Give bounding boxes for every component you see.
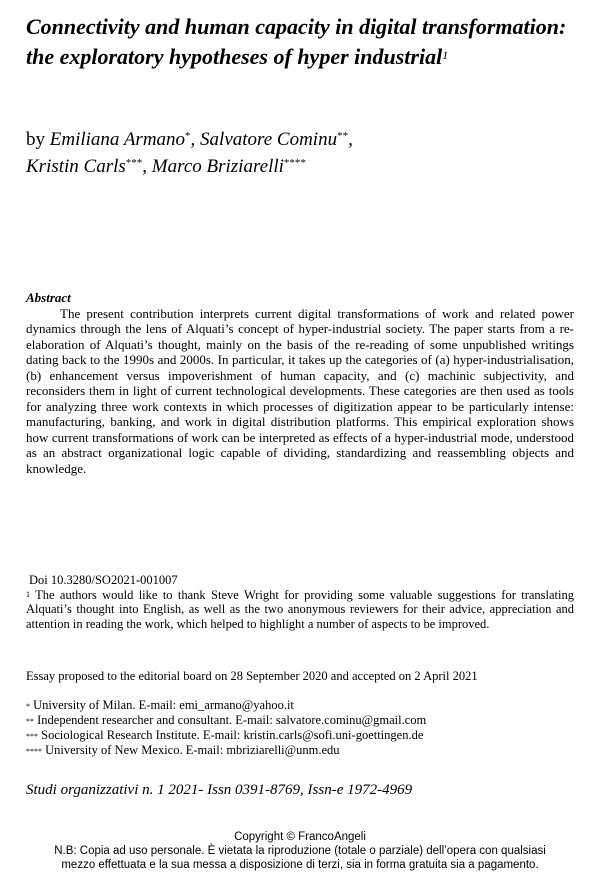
affiliation-mark: ** bbox=[26, 717, 34, 726]
copyright-footer bbox=[0, 830, 600, 872]
title-footnote-mark: 1 bbox=[442, 48, 449, 62]
abstract-body: The present contribution interprets current digital transformations of work and related power dynamics through the lens of Alquati’s concept of hyper-industrial society. The paper starts from a re-elaboration of Alquati’s thought, mainly on the basis of the re-reading of some unpublished writings dating back to the 1990s and 2000s. In particular, it takes up the categories of (a) hyper-industrialisation, (b) enhancement versus impoverishment of human capacity, and (c) machinic subjectivity, and reconsiders them in light of current technological developments. These categories are then used as tools for analyzing three work contexts in which processes of digitization appear to be particularly intense: manufacturing, banking, and work in digital distribution platforms. This empirical exploration shows how current transformations of work can be interpreted as effects of a hyper-industrial mode, understood as an abstract organizational logic capable of dividing, standardizing and reassembling objects and knowledge. bbox=[26, 305, 574, 476]
abstract-heading: Abstract bbox=[26, 290, 71, 305]
affiliation-text: University of New Mexico. E-mail: mbriziarelli@unm.edu bbox=[42, 743, 340, 757]
affiliation-mark: *** bbox=[26, 732, 38, 741]
author-separator: , bbox=[190, 129, 201, 150]
affiliations-list bbox=[26, 698, 574, 758]
affiliation-text: Independent researcher and consultant. E-mail: salvatore.cominu@gmail.com bbox=[34, 713, 427, 727]
author-mark: *** bbox=[125, 157, 143, 169]
author-name: Salvatore Cominu bbox=[200, 129, 338, 150]
footnote-mark: 1 bbox=[26, 589, 30, 599]
footnotes-block bbox=[26, 573, 574, 631]
author-separator: , bbox=[348, 129, 353, 150]
byline-prefix: by bbox=[26, 129, 45, 150]
affiliation-item bbox=[26, 743, 574, 758]
author-mark: ** bbox=[337, 130, 349, 142]
author-byline bbox=[26, 126, 574, 180]
affiliation-item bbox=[26, 713, 574, 728]
author-name: Kristin Carls bbox=[26, 156, 126, 177]
paper-title-text: Connectivity and human capacity in digital transformation: the exploratory hypotheses of hyper industrial bbox=[26, 14, 567, 69]
affiliation-text: University of Milan. E-mail: emi_armano@yahoo.it bbox=[30, 698, 294, 712]
paper-title bbox=[26, 12, 574, 72]
affiliation-mark: **** bbox=[26, 747, 42, 756]
author-name: Emiliana Armano bbox=[49, 129, 186, 150]
affiliation-item bbox=[26, 698, 574, 713]
journal-citation: Studi organizzativi n. 1 2021- Issn 0391-8769, Issn-e 1972-4969 bbox=[26, 782, 413, 798]
footnote-text: The authors would like to thank Steve Wright for providing some valuable suggestions for translating Alquati’s thought into English, as well as the two anonymous reviewers for their advice, appreciation and attention in reading the work, which helped to highlight a number of aspects to be improved. bbox=[26, 587, 574, 631]
notice-line: N.B: Copia ad uso personale. È vietata la riproduzione (totale o parziale) dell’opera con qualsiasi bbox=[54, 845, 546, 857]
copyright-line: Copyright © FrancoAngeli bbox=[234, 831, 366, 843]
footnote-1 bbox=[26, 588, 574, 632]
essay-note: Essay proposed to the editorial board on 28 September 2020 and accepted on 2 April 2021 bbox=[26, 669, 478, 683]
author-separator: , bbox=[142, 156, 152, 177]
affiliation-text: Sociological Research Institute. E-mail: kristin.carls@sofi.uni-goettingen.de bbox=[38, 728, 424, 742]
author-mark: * bbox=[185, 130, 191, 142]
affiliation-mark: * bbox=[26, 702, 30, 711]
notice-line: mezzo effettuata e la sua messa a disposizione di terzi, sia in forma gratuita sia a pagamento. bbox=[61, 859, 539, 871]
author-name: Marco Briziarelli bbox=[151, 156, 284, 177]
doi-line: Doi 10.3280/SO2021-001007 bbox=[29, 573, 178, 587]
affiliation-item bbox=[26, 728, 574, 743]
author-mark: **** bbox=[283, 157, 306, 169]
abstract-section bbox=[26, 290, 574, 476]
